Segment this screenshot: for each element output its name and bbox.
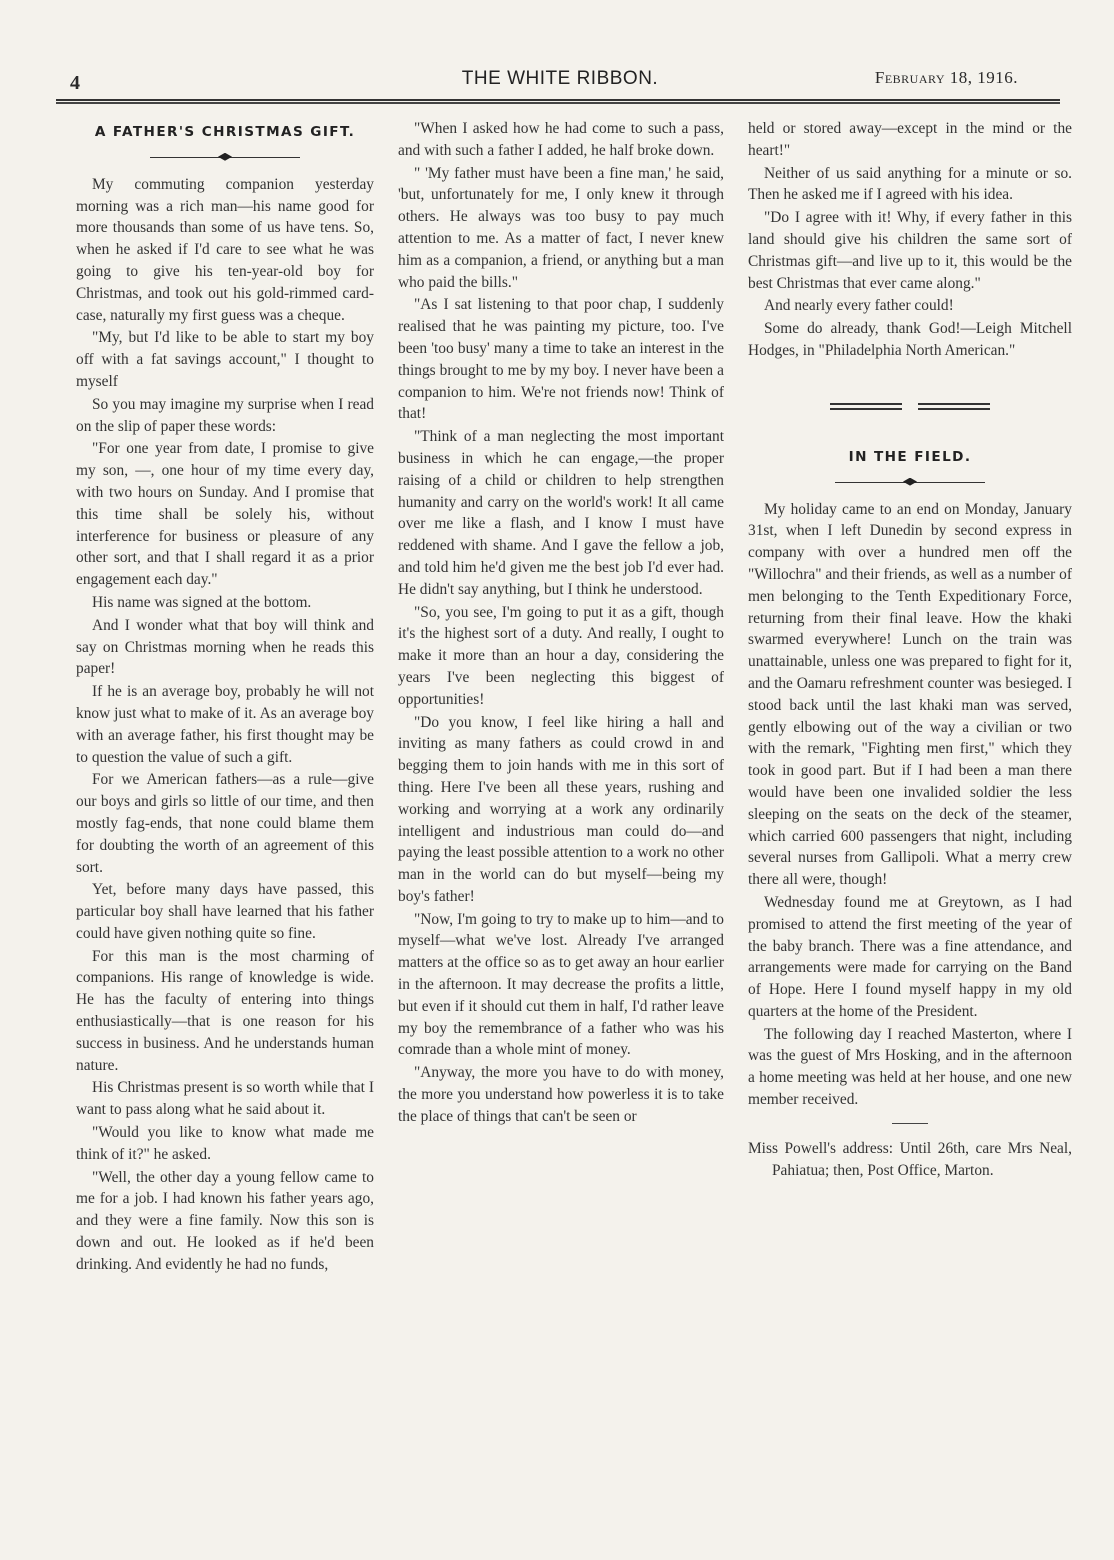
article-paragraph: "Now, I'm going to try to make up to him—and to myself—what we've lost. Already I've arranged matters at the office so as to get away an hour earlier in the afternoon. It may decrease the profits a little, but even if it should cut them in half, I'd rather leave my boy the remembrance of a father who was his comrade than a whole mint of money. [398, 910, 724, 1059]
title-ornament [150, 152, 300, 164]
article-paragraph: If he is an average boy, probably he will not know just what to make of it. As an average boy with an average father, his first thought may be to question the value of such a gift. [76, 683, 374, 766]
article-paragraph: "So, you see, I'm going to put it as a gift, though it's the highest sort of a duty. And really, I ought to make it more than an hour a day, considering the years I've been neglecting this biggest of opportunities! [398, 603, 724, 708]
column-1 [76, 118, 374, 1560]
article-paragraph: For we American fathers—as a rule—give our boys and girls so little of our time, and then mostly fag-ends, that none could blame them for doubting the worth of an agreement of this sort. [76, 771, 374, 876]
article-paragraph: So you may imagine my surprise when I read on the slip of paper these words: [76, 395, 374, 435]
article-title-christmas-gift: A FATHER'S CHRISTMAS GIFT. [94, 124, 356, 140]
article-paragraph: Yet, before many days have passed, this particular boy shall have learned that his father could have given nothing quite so fine. [76, 881, 374, 942]
section-divider [830, 403, 990, 413]
page-number: 4 [70, 72, 80, 94]
article-paragraph: "For one year from date, I promise to give my son, —, one hour of my time every day, with two hours on Sunday. And I promise that this time shall be solely his, without interference for business or pleasure of any other sort, and that I shall regard it as a prior engagement each day." [76, 440, 374, 589]
column-3 [748, 118, 1072, 1560]
column-2 [398, 118, 724, 1560]
article-paragraph: "When I asked how he had come to such a pass, and with such a father I added, he half broke down. [398, 120, 724, 159]
article-paragraph: " 'My father must have been a fine man,' he said, 'but, unfortunately for me, I only knew it through others. He always was too busy to pay much attention to me. As a matter of fact, I never knew him as a companion, a friend, or anything but a man who paid the bills." [398, 164, 724, 291]
article-paragraph: Wednesday found me at Greytown, as I had promised to attend the first meeting of the year of the baby branch. There was a fine attendance, and arrangements were made for carrying on the Band of Hope. Here I found myself happy in my old quarters at the home of the President. [748, 893, 1072, 1020]
article-paragraph: "Do you know, I feel like hiring a hall and inviting as many fathers as could crowd in and begging them to join hands with me in this sort of thing. Here I've been all these years, rushing and working and worrying at a work any ordinarily intelligent and industrious man could do—and paying the least possible attention to a work no other man in the world can do but myself—being my boy's father! [398, 713, 724, 905]
article-paragraph: "Do I agree with it! Why, if every father in this land should give his children the same sort of Christmas gift—and live up to it, this would be the best Christmas that ever came along." [748, 209, 1072, 292]
title-ornament [835, 477, 985, 489]
issue-date: February 18, 1916. [874, 68, 1018, 87]
header-rule [56, 99, 1060, 104]
article-paragraph: "Would you like to know what made me think of it?" he asked. [76, 1124, 374, 1163]
article-title-in-the-field: IN THE FIELD. [848, 448, 972, 465]
article-paragraph: For this man is the most charming of companions. His range of knowledge is wide. He has the faculty of entering into things enthusiastically—that is one reason for his success in business. And he understands human nature. [76, 947, 374, 1074]
article-paragraph: And nearly every father could! [764, 297, 954, 315]
short-divider [892, 1123, 928, 1124]
article-paragraph: His Christmas present is so worth while that I want to pass along what he said about it. [76, 1079, 374, 1119]
article-paragraph: "My, but I'd like to be able to start my boy off with a fat savings account," I thought to myself [76, 329, 374, 390]
article-paragraph: held or stored away—except in the mind or the heart!" [748, 120, 1072, 159]
article-paragraph: "Well, the other day a young fellow came to me for a job. I had known his father years ago, and they were a fine family. Now this son is down and out. He looked as if he'd been drinking. And evidently he had no funds, [76, 1168, 374, 1273]
article-paragraph: My commuting companion yesterday morning was a rich man—his name good for more thousands than some of us have tens. So, when he asked if I'd care to see what he was going to give his ten-year-old boy for Christmas, and took out his gold-rimmed card-case, naturally my first guess was a cheque. [76, 175, 374, 324]
article-paragraph: My holiday came to an end on Monday, January 31st, when I left Dunedin by second express in company with over a hundred men off the "Willochra" and their friends, as well as a number of men belonging to the Tenth Expeditionary Force, returning from their final leave. How the khaki swarmed everywhere! Lunch on the train was unattainable, unless one was prepared to fight for it, and the Oamaru refreshment counter was besieged. I stood back until the last khaki man was served, gently elbowing out of the way a civilian or two with the remark, "Fighting men first," which they took in good part. But if I had been a man there would have been one invalided soldier the less sleeping on the seats on the deck of the steamer, which carried 600 passengers that night, including several nurses from Gallipoli. What a merry crew there all were, though! [748, 500, 1072, 889]
address-note: Miss Powell's address: Until 26th, care Mrs Neal, Pahiatua; then, Post Office, Marton. [748, 1139, 1072, 1179]
article-paragraph: "Anyway, the more you have to do with money, the more you understand how powerless it is to take the place of things that can't be seen or [398, 1064, 724, 1125]
article-paragraph: Some do already, thank God!—Leigh Mitchell Hodges, in "Philadelphia North American." [748, 320, 1072, 359]
newspaper-title: THE WHITE RIBBON. [461, 68, 659, 89]
article-paragraph: His name was signed at the bottom. [92, 593, 312, 611]
article-paragraph: And I wonder what that boy will think and say on Christmas morning when he reads this paper! [76, 616, 374, 678]
article-paragraph: "Think of a man neglecting the most important business in which he can engage,—the proper raising of a child or children to help strengthen humanity and carry on the world's work! It all came over me like a flash, and I know I must have reddened with shame. And I gave the fellow a job, and told him he'd given me the best job I'd ever had. He didn't say anything, but I think he understood. [398, 428, 724, 598]
article-paragraph: "As I sat listening to that poor chap, I suddenly realised that he was painting my picture, too. I've been 'too busy' many a time to take an interest in the things brought to me by my boy. I never have been a companion to him. We're not friends now! Think of that! [398, 296, 724, 423]
article-paragraph: The following day I reached Masterton, where I was the guest of Mrs Hosking, and in the afternoon a home meeting was held at her house, and one new member received. [748, 1025, 1072, 1109]
page-header [58, 64, 1062, 94]
article-paragraph: Neither of us said anything for a minute or so. Then he asked me if I agreed with his idea. [748, 164, 1072, 204]
